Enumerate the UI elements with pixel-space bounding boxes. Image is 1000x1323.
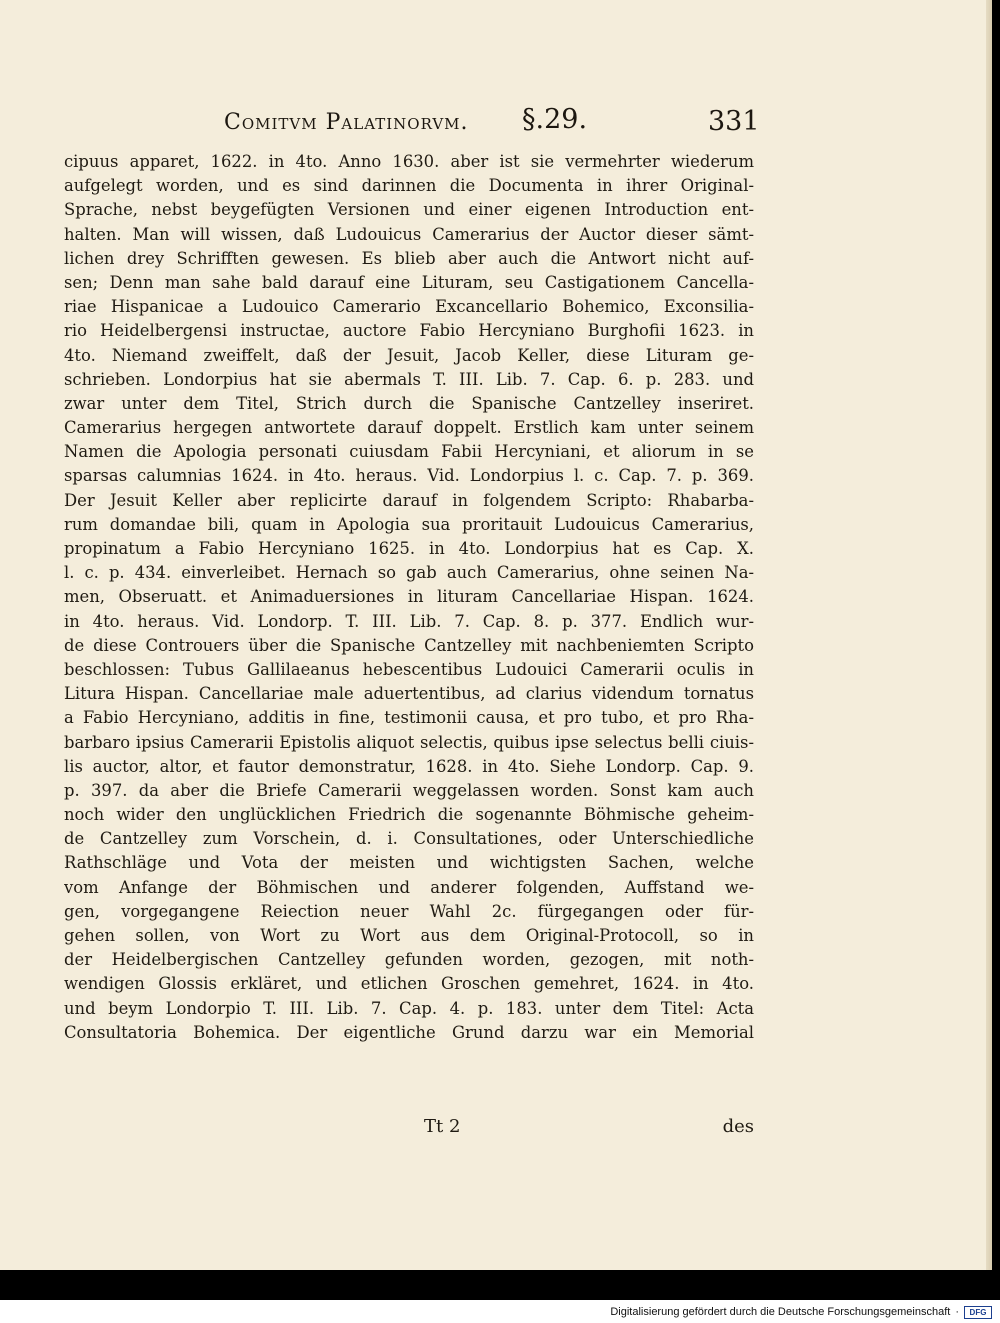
body-text (64, 150, 754, 1045)
text-line: aufgelegt worden, und es sind darinnen die Documenta in ihrer Original- (64, 176, 754, 196)
text-line: cipuus apparet, 1622. in 4to. Anno 1630. aber ist sie vermehrter wiederum (64, 152, 754, 171)
catchword: des (722, 1116, 754, 1137)
text-line: sparsas calumnias 1624. in 4to. heraus. Vid. Londorpius l. c. Cap. 7. p. 369. (64, 466, 754, 486)
text-line: propinatum a Fabio Hercyniano 1625. in 4to. Londorpius hat es Cap. X. (64, 539, 754, 558)
text-line: a Fabio Hercyniano, additis in fine, testimonii causa, et pro tubo, et pro Rha- (64, 708, 754, 728)
text-line: de diese Controuers über die Spanische Cantzelley mit nachbeniemten Scripto (64, 635, 754, 655)
text-line: l. c. p. 434. einverleibet. Hernach so gab auch Camerarius, ohne seinen Na- (64, 563, 754, 583)
page-number: 331 (708, 106, 760, 137)
text-line: p. 397. da aber die Briefe Camerarii weggelassen worden. Sonst kam auch (64, 780, 754, 800)
text-line: schrieben. Londorpius hat sie abermals T. III. Lib. 7. Cap. 6. p. 283. und (64, 369, 754, 389)
text-line: in 4to. heraus. Vid. Londorp. T. III. Lib. 7. Cap. 8. p. 377. Endlich wur- (64, 611, 754, 631)
text-line: Consultatoria Bohemica. Der eigentliche Grund darzu war ein Memorial (64, 1022, 754, 1042)
text-line: noch wider den unglücklichen Friedrich die sogenannte Böhmische geheim- (64, 805, 754, 825)
credit-text: Digitalisierung gefördert durch die Deutsche Forschungsgemeinschaft (610, 1306, 951, 1318)
dfg-logo-icon: DFG (964, 1306, 992, 1319)
text-line: Sprache, nebst beygefügten Versionen und einer eigenen Introduction ent- (64, 200, 754, 220)
text-line: lis auctor, altor, et fautor demonstratur, 1628. in 4to. Siehe Londorp. Cap. 9. (64, 756, 754, 776)
text-line: beschlossen: Tubus Gallilaeanus hebescentibus Ludouici Camerarii oculis in (64, 659, 754, 679)
section-number: §.29. (522, 104, 588, 135)
text-line: Camerarius hergegen antwortete darauf doppelt. Erstlich kam unter seinem (64, 418, 754, 438)
separator: · (955, 1306, 959, 1318)
text-line: Rathschläge und Vota der meisten und wichtigsten Sachen, welche (64, 853, 754, 873)
running-title: Comitvm Palatinorvm. (224, 110, 469, 135)
page-footer (64, 1116, 754, 1146)
signature-mark: Tt 2 (424, 1116, 461, 1137)
text-line: vom Anfange der Böhmischen und anderer folgenden, Auffstand we- (64, 877, 754, 897)
text-line: barbaro ipsius Camerarii Epistolis aliquot selectis, quibus ipse selectus belli ciuis- (64, 732, 754, 752)
text-line: 4to. Niemand zweiffelt, daß der Jesuit, Jacob Keller, diese Lituram ge- (64, 345, 754, 365)
text-line: de Cantzelley zum Vorschein, d. i. Consultationes, oder Unterschiedliche (64, 829, 754, 849)
page-header (224, 104, 764, 144)
text-line: lichen drey Schrifften gewesen. Es blieb aber auch die Antwort nicht auf- (64, 248, 754, 268)
text-line: und beym Londorpio T. III. Lib. 7. Cap. 4. p. 183. unter dem Titel: Acta (64, 998, 754, 1018)
page-edge (986, 0, 992, 1270)
text-line: Namen die Apologia personati cuiusdam Fabii Hercyniani, et aliorum in se (64, 442, 754, 462)
digitization-credit (610, 1304, 992, 1320)
text-line: gehen sollen, von Wort zu Wort aus dem Original-Protocoll, so in (64, 926, 754, 945)
text-line: Litura Hispan. Cancellariae male aduertentibus, ad clarius videndum tornatus (64, 684, 754, 704)
text-line: zwar unter dem Titel, Strich durch die Spanische Cantzelley inseriret. (64, 393, 754, 413)
text-line: halten. Man will wissen, daß Ludouicus Camerarius der Auctor dieser sämt- (64, 224, 754, 244)
text-line: rum domandae bili, quam in Apologia sua proritauit Ludouicus Camerarius, (64, 514, 754, 534)
text-line: sen; Denn man sahe bald darauf eine Lituram, seu Castigationem Cancella- (64, 272, 754, 292)
text-line: Der Jesuit Keller aber replicirte darauf in folgendem Scripto: Rhabarba- (64, 490, 754, 510)
text-line: rio Heidelbergensi instructae, auctore Fabio Hercyniano Burghofii 1623. in (64, 321, 754, 341)
text-line: der Heidelbergischen Cantzelley gefunden worden, gezogen, mit noth- (64, 950, 754, 970)
text-line: gen, vorgegangene Reiection neuer Wahl 2c. fürgegangen oder für- (64, 901, 754, 921)
text-line: wendigen Glossis erkläret, und etlichen Groschen gemehret, 1624. in 4to. (64, 974, 754, 994)
text-line: men, Obseruatt. et Animaduersiones in lituram Cancellariae Hispan. 1624. (64, 587, 754, 607)
text-line: riae Hispanicae a Ludouico Camerario Excancellario Bohemico, Exconsilia- (64, 297, 754, 317)
